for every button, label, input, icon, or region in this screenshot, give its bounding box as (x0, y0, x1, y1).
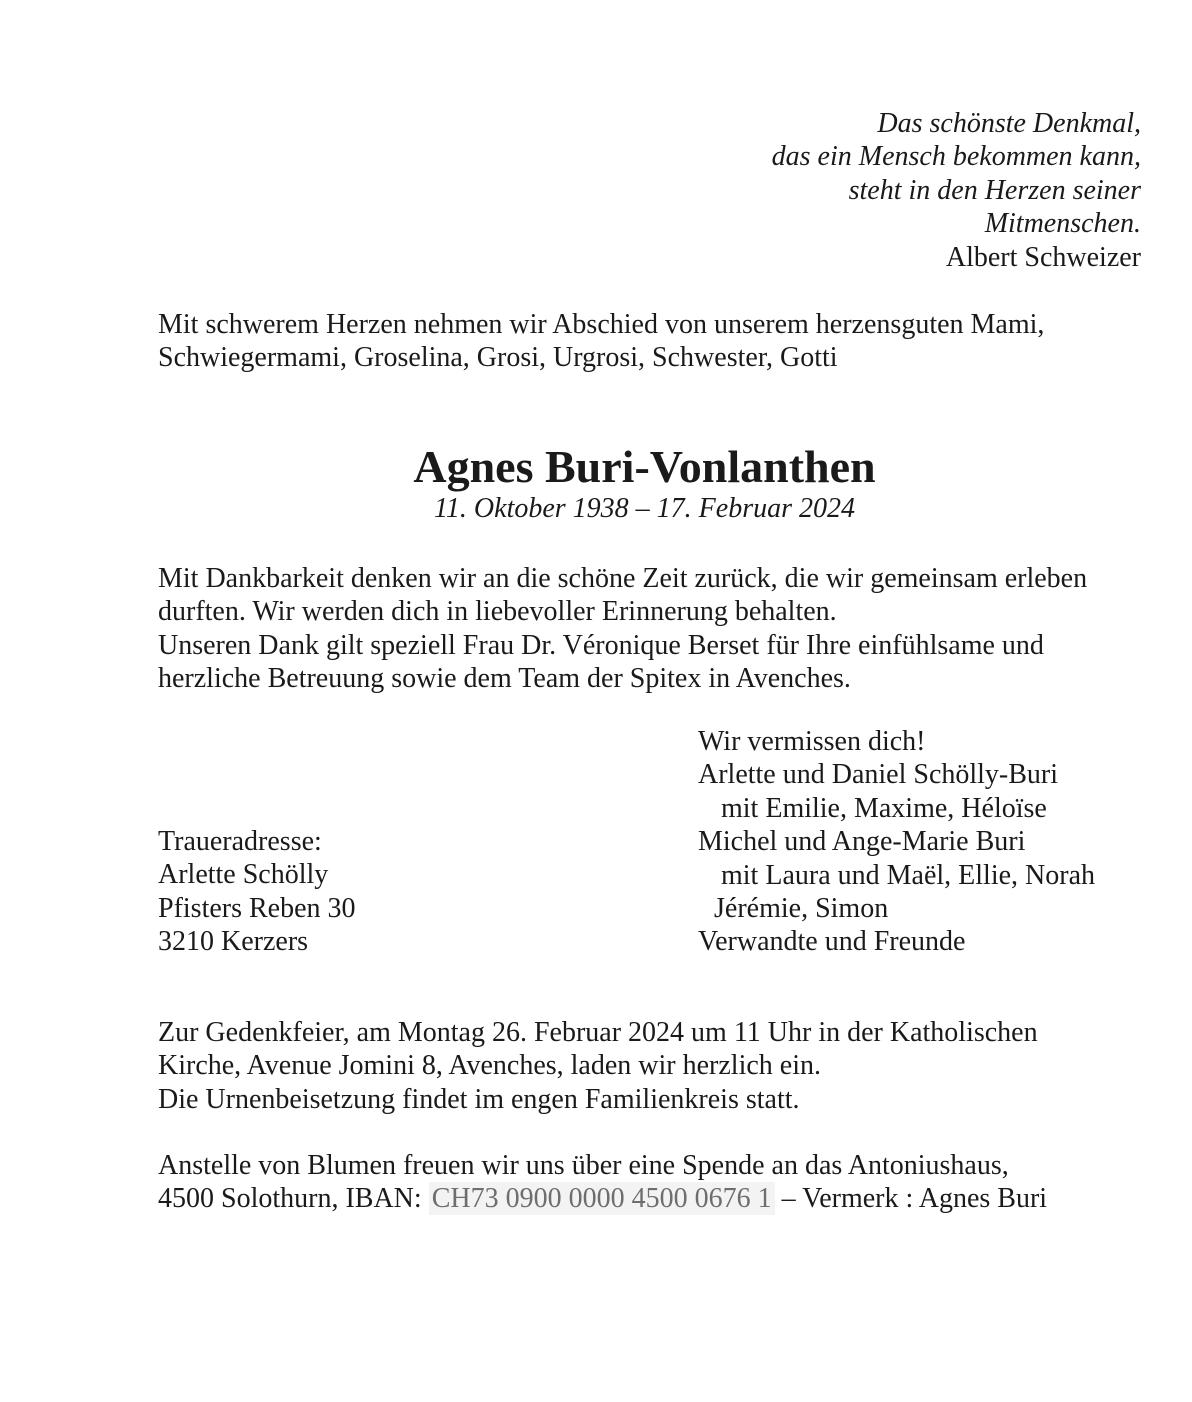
gratitude-line: Unseren Dank gilt speziell Frau Dr. Véronique Berset für Ihre einfühlsame und (158, 629, 1044, 661)
memorial-service-paragraph (158, 1016, 1038, 1116)
life-dates: 11. Oktober 1938 – 17. Februar 2024 (434, 493, 855, 524)
intro-line: Schwiegermami, Groselina, Grosi, Urgrosi, Schwester, Gotti (158, 342, 838, 374)
gratitude-paragraph (158, 562, 1087, 696)
mourners-line: mit Laura und Maël, Ellie, Norah (721, 859, 1095, 891)
gratitude-line: durften. Wir werden dich in liebevoller Erinnerung behalten. (158, 596, 837, 628)
quote-line: das ein Mensch bekommen kann, (771, 141, 1141, 173)
mourning-address (158, 825, 356, 959)
quote-line: Mitmenschen. (984, 208, 1141, 240)
mourners-list (698, 725, 1095, 959)
mourners-line: Wir vermissen dich! (698, 726, 926, 757)
intro-line: Mit schwerem Herzen nehmen wir Abschied von unserem herzensguten Mami, (158, 309, 1045, 340)
donation-paragraph (158, 1149, 1047, 1216)
quote-line: Das schönste Denkmal, (877, 108, 1141, 139)
mourners-line: mit Emilie, Maxime, Héloïse (721, 792, 1047, 824)
mourners-line: Michel und Ange-Marie Buri (698, 826, 1026, 858)
donation-line: Anstelle von Blumen freuen wir uns über eine Spende an das Antoniushaus, (158, 1150, 1009, 1181)
donation-iban-prefix: 4500 Solothurn, IBAN: (158, 1183, 429, 1215)
iban-number: CH73 0900 0000 4500 0676 1 (429, 1182, 775, 1215)
gratitude-line: Mit Dankbarkeit denken wir an die schöne Zeit zurück, die wir gemeinsam erleben (158, 563, 1088, 594)
deceased-name: Agnes Buri-Vonlanthen (413, 441, 876, 492)
mourning-address-label: Traueradresse: (158, 826, 322, 857)
intro-paragraph (158, 308, 1044, 375)
quote-line: steht in den Herzen seiner (848, 174, 1141, 206)
quote-block (772, 107, 1141, 274)
service-line: Zur Gedenkfeier, am Montag 26. Februar 2024 um 11 Uhr in der Katholischen (158, 1017, 1038, 1048)
mourning-address-line: 3210 Kerzers (158, 926, 309, 958)
mourning-address-line: Arlette Schölly (158, 859, 329, 891)
mourning-address-line: Pfisters Reben 30 (158, 892, 356, 924)
service-line: Kirche, Avenue Jomini 8, Avenches, laden wir herzlich ein. (158, 1050, 821, 1082)
gratitude-line: herzliche Betreuung sowie dem Team der Spitex in Avenches. (158, 663, 851, 695)
donation-line (158, 1182, 1047, 1215)
mourners-line: Verwandte und Freunde (698, 926, 966, 958)
service-line: Die Urnenbeisetzung findet im engen Familienkreis statt. (158, 1083, 800, 1115)
mourners-line: Jérémie, Simon (714, 893, 889, 925)
quote-attribution: Albert Schweizer (945, 241, 1141, 273)
mourners-line: Arlette und Daniel Schölly-Buri (698, 759, 1059, 791)
donation-iban-suffix: – Vermerk : Agnes Buri (774, 1183, 1048, 1215)
